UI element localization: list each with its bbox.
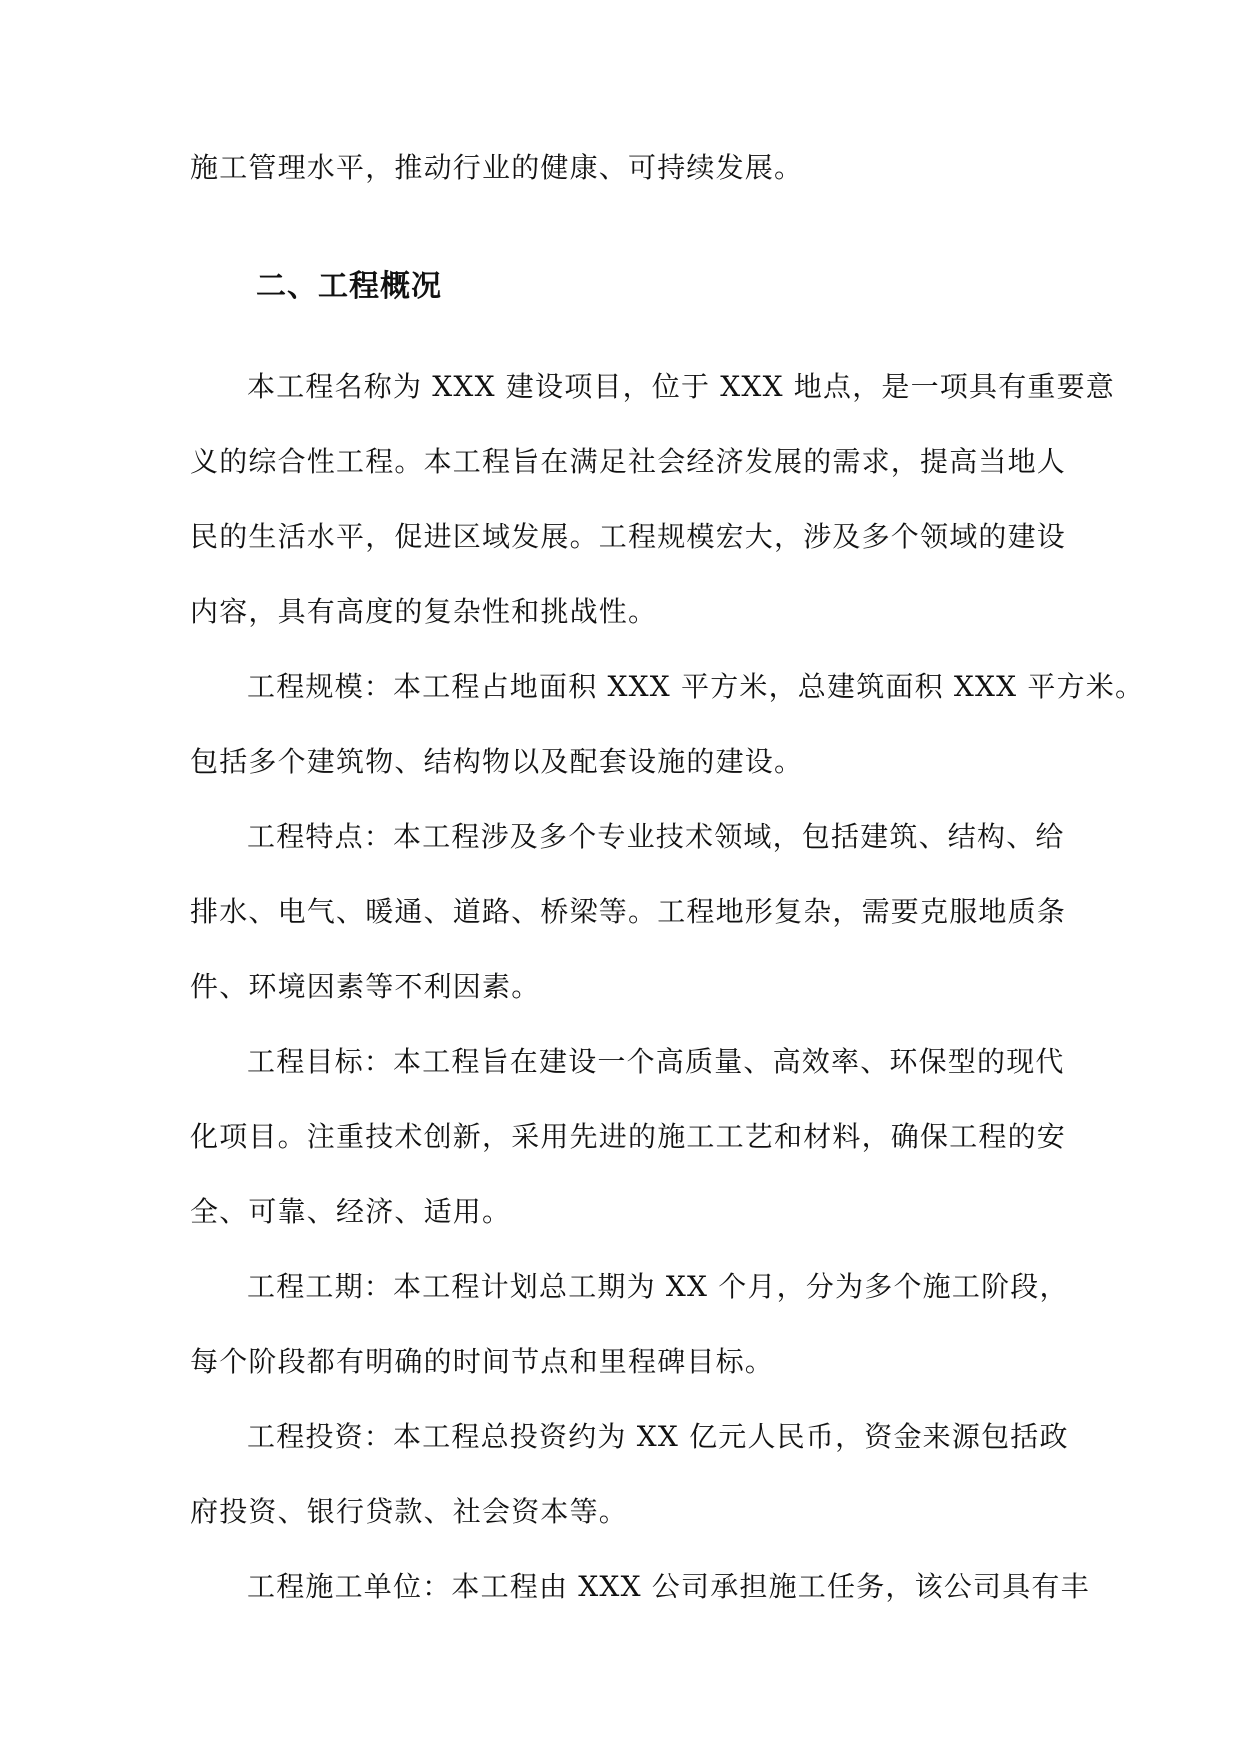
- paragraph-line: 工程规模：本工程占地面积 XXX 平方米，总建筑面积 XXX 平方米。: [247, 670, 1145, 703]
- paragraph-line: 工程投资：本工程总投资约为 XX 亿元人民币，资金来源包括政: [247, 1420, 1069, 1453]
- paragraph-line: 内容，具有高度的复杂性和挑战性。: [190, 595, 658, 628]
- paragraph-line: 本工程名称为 XXX 建设项目，位于 XXX 地点，是一项具有重要意: [247, 370, 1116, 403]
- paragraph-line: 施工管理水平，推动行业的健康、可持续发展。: [190, 151, 804, 184]
- paragraph-line: 工程特点：本工程涉及多个专业技术领域，包括建筑、结构、给: [247, 820, 1065, 853]
- section-heading: 二、工程概况: [256, 269, 442, 304]
- document-body: [190, 148, 1145, 1642]
- paragraph-line: 化项目。注重技术创新，采用先进的施工工艺和材料，确保工程的安: [190, 1120, 1067, 1153]
- paragraph-line: 工程工期：本工程计划总工期为 XX 个月，分为多个施工阶段，: [247, 1270, 1069, 1303]
- paragraph-line: 每个阶段都有明确的时间节点和里程碑目标。: [190, 1345, 775, 1378]
- paragraph-line: 工程施工单位：本工程由 XXX 公司承担施工任务，该公司具有丰: [247, 1570, 1090, 1603]
- paragraph-line: 件、环境因素等不利因素。: [190, 970, 541, 1003]
- paragraph-line: 工程目标：本工程旨在建设一个高质量、高效率、环保型的现代: [247, 1045, 1065, 1078]
- paragraph-line: 民的生活水平，促进区域发展。工程规模宏大，涉及多个领域的建设: [190, 520, 1067, 553]
- paragraph-line: 府投资、银行贷款、社会资本等。: [190, 1495, 629, 1528]
- paragraph-line: 义的综合性工程。本工程旨在满足社会经济发展的需求，提高当地人: [190, 445, 1067, 478]
- paragraph-line: 全、可靠、经济、适用。: [190, 1195, 512, 1228]
- paragraph-line: 包括多个建筑物、结构物以及配套设施的建设。: [190, 745, 804, 778]
- paragraph-line: 排水、电气、暖通、道路、桥梁等。工程地形复杂，需要克服地质条: [190, 895, 1067, 928]
